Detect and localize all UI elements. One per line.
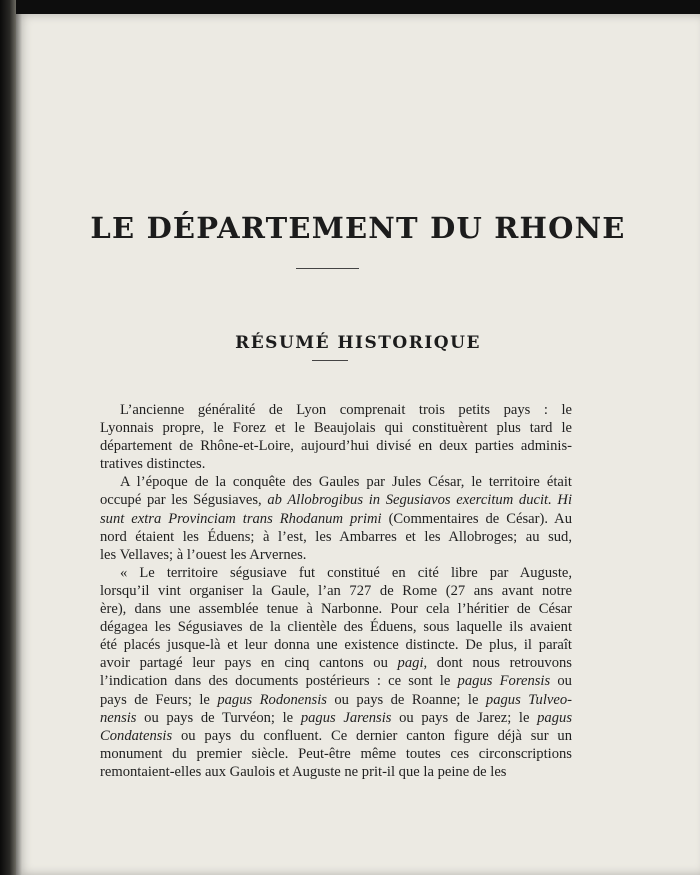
italic-text: Condatensis (100, 727, 173, 744)
section-heading: RÉSUMÉ HISTORIQUE (235, 333, 481, 353)
text-line (100, 437, 572, 455)
text-line (100, 727, 572, 745)
body-text (100, 401, 572, 781)
text-line (100, 546, 572, 564)
text-line (100, 582, 572, 600)
book-page (16, 14, 700, 875)
text-line (100, 709, 572, 727)
italic-text: pagus Forensis (457, 673, 551, 690)
section-divider (312, 360, 348, 361)
paragraph (100, 401, 572, 473)
text-run: ou (550, 673, 572, 690)
text-run: tratives distinctes. (100, 456, 206, 473)
text-run: A l’époque de la conquête des Gaules par Jules César, le territoire était (120, 474, 572, 491)
italic-text: pagi (397, 655, 424, 672)
text-run: été placés jusque-là et leur donna une existence distincte. De plus, il paraît (100, 637, 572, 654)
text-line (100, 401, 572, 419)
text-run: nord étaient les Éduens; à l’est, les Ambarres et les Allobroges; au sud, (100, 528, 572, 545)
italic-text: ab Allobrogibus in Segusiavos exercitum ducit. Hi (267, 492, 572, 509)
text-run: lorsqu’il vint organiser la Gaule, l’an 727 de Rome (27 ans avant notre (100, 582, 572, 599)
text-run: les Vellaves; à l’ouest les Arvernes. (100, 546, 307, 563)
italic-text: sunt extra Provinciam trans Rhodanum primi (100, 510, 382, 527)
text-run: « Le territoire ségusiave fut constitué en cité libre par Auguste, (120, 564, 572, 581)
text-line (100, 528, 572, 546)
text-run: (Commentaires de César). Au (381, 510, 572, 527)
italic-text: pagus Rodonensis (217, 691, 327, 708)
text-line (100, 473, 572, 491)
text-run: département de Rhône-et-Loire, aujourd’hui divisé en deux parties adminis- (100, 438, 572, 455)
title-divider (296, 268, 359, 269)
text-run: ou pays de Jarez; le (391, 709, 538, 726)
book-binding-edge (0, 0, 16, 875)
text-line (100, 510, 572, 528)
italic-text: nensis (100, 709, 137, 726)
text-run: ère), dans une assemblée tenue à Narbonne. Pour cela l’héritier de César (100, 601, 572, 618)
text-run: ou pays du confluent. Ce dernier canton figure déjà sur un (172, 727, 572, 744)
italic-text: pagus (537, 709, 572, 726)
text-line (100, 618, 572, 636)
text-line (100, 419, 572, 437)
text-line (100, 745, 572, 763)
text-run: remontaient-elles aux Gaulois et Auguste ne prit-il que la peine de les (100, 763, 507, 780)
paragraph (100, 473, 572, 563)
chapter-title: LE DÉPARTEMENT DU RHONE (90, 211, 626, 245)
text-run: Lyonnais propre, le Forez et le Beaujolais qui constituèrent plus tard le (100, 420, 572, 437)
paragraph (100, 564, 572, 781)
text-run: occupé par les Ségusiaves, (100, 492, 268, 509)
text-line (100, 636, 572, 654)
text-run: monument du premier siècle. Peut-être même toutes ces circonscriptions (100, 745, 572, 762)
text-line (100, 763, 572, 781)
text-line (100, 672, 572, 690)
italic-text: pagus Jarensis (300, 709, 392, 726)
text-run: l’indication dans des documents postérieurs : ce sont le (100, 673, 458, 690)
italic-text: pagus Tulveo- (485, 691, 572, 708)
text-line (100, 600, 572, 618)
text-line (100, 564, 572, 582)
text-run: dégagea les Ségusiaves de la clientèle des Éduens, sous laquelle ils avaient (100, 619, 572, 636)
text-run: avoir partagé leur pays en cinq cantons ou (100, 655, 398, 672)
text-line (100, 491, 572, 509)
text-run: ou pays de Roanne; le (326, 691, 486, 708)
text-line (100, 654, 572, 672)
text-run: , dont nous retrouvons (423, 655, 572, 672)
page-gutter-shadow (16, 14, 22, 875)
text-run: L’ancienne généralité de Lyon comprenait trois petits pays : le (120, 402, 572, 418)
text-run: pays de Feurs; le (100, 691, 218, 708)
text-line (100, 691, 572, 709)
text-run: ou pays de Turvéon; le (136, 709, 301, 726)
text-line (100, 455, 572, 473)
